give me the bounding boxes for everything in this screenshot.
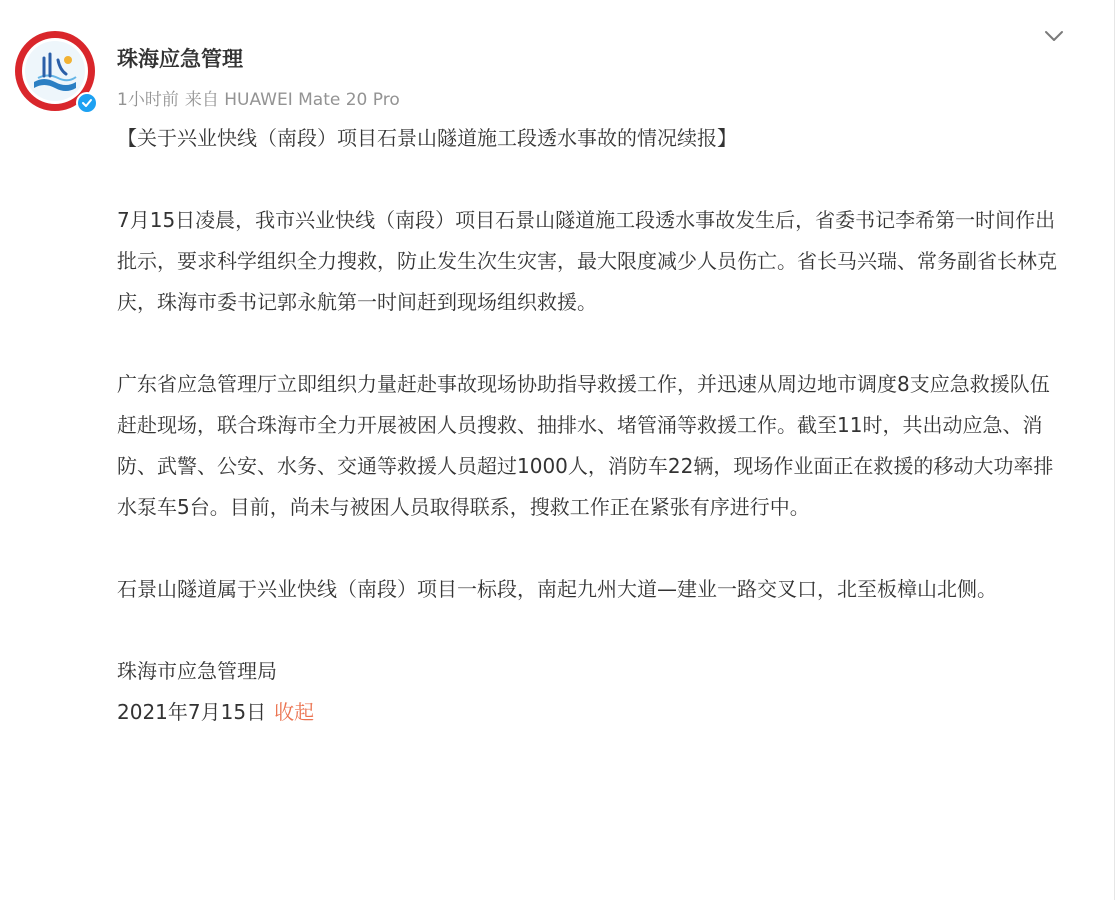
post-signature: 珠海市应急管理局 [117, 659, 277, 683]
post-paragraph: 7月15日凌晨，我市兴业快线（南段）项目石景山隧道施工段透水事故发生后，省委书记李希第一时间作出批示，要求科学组织全力搜救，防止发生次生灾害，最大限度减少人员伤亡。省长马兴瑞、常务副省长林克庆，珠海市委书记郭永航第一时间赶到现场组织救援。 [117, 208, 1057, 314]
post-paragraph: 石景山隧道属于兴业快线（南段）项目一标段，南起九州大道—建业一路交叉口，北至板樟山北侧。 [117, 577, 997, 601]
post-source: 来自 HUAWEI Mate 20 Pro [184, 90, 400, 110]
post-meta [117, 87, 406, 113]
post-date-line [117, 692, 1067, 733]
username[interactable]: 珠海应急管理 [117, 47, 243, 71]
collapse-link[interactable]: 收起 [274, 700, 315, 724]
paragraph-gap [117, 159, 1067, 200]
post-content [117, 118, 1067, 733]
post-date: 2021年7月15日 [117, 700, 267, 724]
avatar[interactable] [14, 30, 98, 114]
chevron-down-icon[interactable] [1040, 22, 1068, 50]
verified-badge-icon [76, 92, 98, 114]
post-paragraph: 广东省应急管理厅立即组织力量赶赴事故现场协助指导救援工作，并迅速从周边地市调度8支应急救援队伍赶赴现场，联合珠海市全力开展被困人员搜救、抽排水、堵管涌等救援工作。截至11时，共出动应急、消防、武警、公安、水务、交通等救援人员超过1000人，消防车22辆，现场作业面正在救援的移动大功率排水泵车5台。目前，尚未与被困人员取得联系，搜救工作正在紧张有序进行中。 [117, 372, 1054, 519]
paragraph-gap [117, 528, 1067, 569]
paragraph-gap [117, 323, 1067, 364]
post-title: 【关于兴业快线（南段）项目石景山隧道施工段透水事故的情况续报】 [117, 126, 737, 150]
post-time[interactable]: 1小时前 [117, 90, 179, 110]
paragraph-gap [117, 610, 1067, 651]
